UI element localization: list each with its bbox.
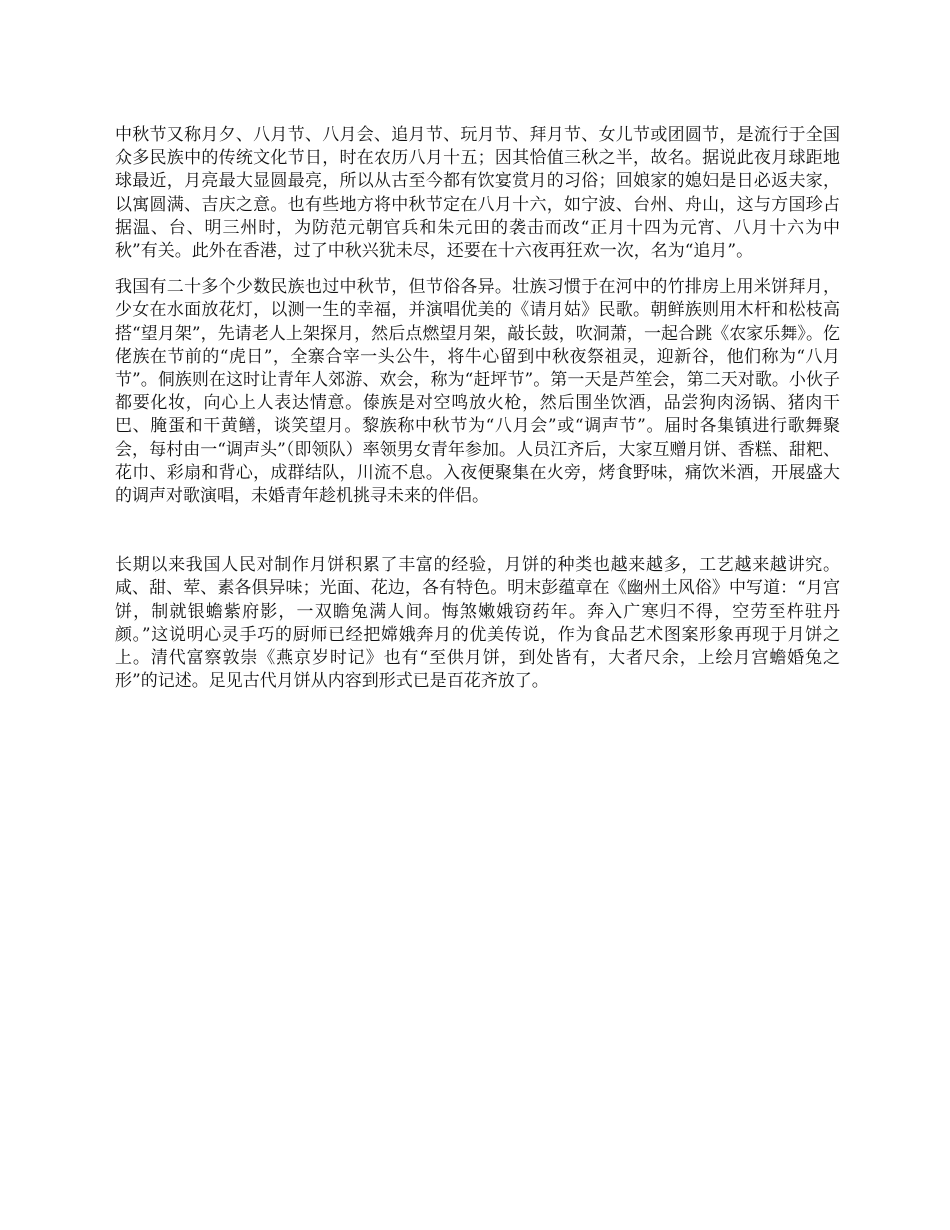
document-body [115, 124, 840, 693]
paragraph-mid-autumn-intro: 中秋节又称月夕、八月节、八月会、追月节、玩月节、拜月节、女儿节或团圆节，是流行于全国众多民族中的传统文化节日，时在农历八月十五；因其恰值三秋之半，故名。据说此夜月球距地球最近，月亮最大显圆最亮，所以从古至今都有饮宴赏月的习俗；回娘家的媳妇是日必返夫家，以寓圆满、吉庆之意。也有些地方将中秋节定在八月十六，如宁波、台州、舟山，这与方国珍占据温、台、明三州时，为防范元朝官兵和朱元田的袭击而改“正月十四为元宵、八月十六为中秋”有关。此外在香港，过了中秋兴犹未尽，还要在十六夜再狂欢一次，名为“追月”。 [115, 125, 840, 262]
paragraph-ethnic-customs: 我国有二十多个少数民族也过中秋节，但节俗各异。壮族习惯于在河中的竹排房上用米饼拜月，少女在水面放花灯，以测一生的幸福，并演唱优美的《请月姑》民歌。朝鲜族则用木杆和松枝高搭“望月架”，先请老人上架探月，然后点燃望月架，敲长鼓，吹洞萧，一起合跳《农家乐舞》。仡佬族在节前的“虎日”，全寨合宰一头公牛，将牛心留到中秋夜祭祖灵，迎新谷，他们称为“八月节”。侗族则在这时让青年人郊游、欢会，称为“赶坪节”。第一天是芦笙会，第二天对歌。小伙子都要化妆，向心上人表达情意。傣族是对空鸣放火枪，然后围坐饮酒，品尝狗肉汤锅、猪肉干巴、腌蛋和干黄鳝，谈笑望月。黎族称中秋节为“八月会”或“调声节”。届时各集镇进行歌舞聚会，每村由一“调声头”（即领队）率领男女青年参加。人员江齐后，大家互赠月饼、香糕、甜粑、花巾、彩扇和背心，成群结队，川流不息。入夜便聚集在火旁，烤食野味，痛饮米酒，开展盛大的调声对歌演唱，未婚青年趁机挑寻未来的伴侣。 [115, 277, 840, 507]
paragraph-mooncake-history: 长期以来我国人民对制作月饼积累了丰富的经验，月饼的种类也越来越多，工艺越来越讲究。咸、甜、荤、素各俱异味；光面、花边，各有特色。明末彭蕴章在《幽州土风俗》中写道：“月宫饼，制就银蟾紫府影，一双瞻兔满人间。悔煞嫩娥窃药年。奔入广寒归不得，空劳至杵驻丹颜。”这说明心灵手巧的厨师已经把嫦娥奔月的优美传说，作为食品艺术图案形象再现于月饼之上。清代富察敦崇《燕京岁时记》也有“至供月饼，到处皆有，大者尺余，上绘月宫蟾婚兔之形”的记述。足见古代月饼从内容到形式已是百花齐放了。 [115, 555, 840, 692]
